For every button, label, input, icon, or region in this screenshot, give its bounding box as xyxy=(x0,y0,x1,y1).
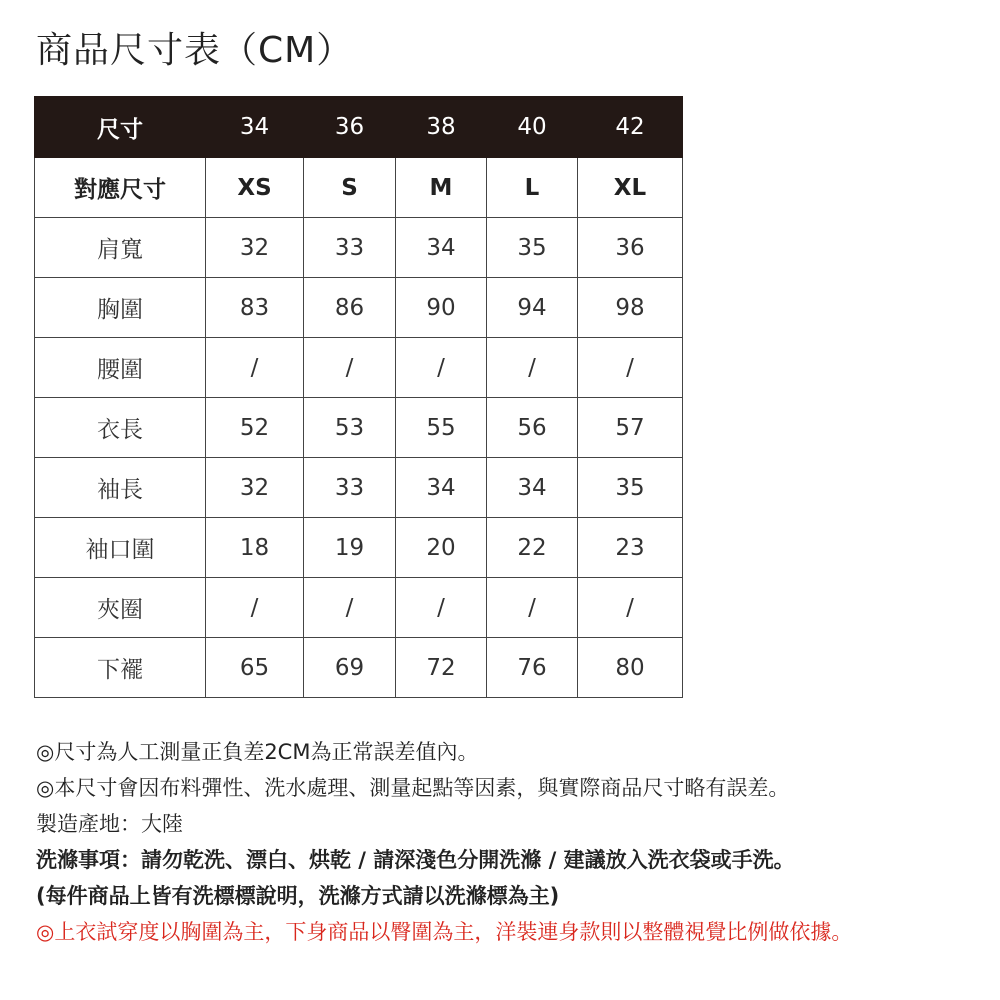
table-row xyxy=(35,338,683,398)
table-cell: 69 xyxy=(304,638,396,698)
row-label: 袖口圍 xyxy=(35,518,206,578)
table-cell: 57 xyxy=(578,398,683,458)
table-cell: 34 xyxy=(396,458,487,518)
fabric-note: ◎本尺寸會因布料彈性、洗水處理、測量起點等因素，與實際商品尺寸略有誤差。 xyxy=(36,776,790,800)
table-cell: / xyxy=(304,578,396,638)
notes-section xyxy=(36,734,996,950)
fit-note: ◎上衣試穿度以胸圍為主，下身商品以臀圍為主，洋裝連身款則以整體視覺比例做依據。 xyxy=(36,920,853,944)
table-cell: 19 xyxy=(304,518,396,578)
origin-note: 製造產地：大陸 xyxy=(36,812,183,836)
row-label: 肩寬 xyxy=(35,218,206,278)
table-cell: XS xyxy=(206,158,304,218)
table-cell: / xyxy=(396,578,487,638)
row-label: 胸圍 xyxy=(35,278,206,338)
table-cell: / xyxy=(578,578,683,638)
header-label: 尺寸 xyxy=(35,97,206,158)
table-cell: 56 xyxy=(487,398,578,458)
table-cell: 34 xyxy=(396,218,487,278)
table-cell: 20 xyxy=(396,518,487,578)
washing-instructions: 洗滌事項：請勿乾洗、漂白、烘乾 / 請深淺色分開洗滌 / 建議放入洗衣袋或手洗。 xyxy=(36,848,795,872)
table-cell: 65 xyxy=(206,638,304,698)
table-cell: M xyxy=(396,158,487,218)
table-row xyxy=(35,458,683,518)
table-cell: 90 xyxy=(396,278,487,338)
size-header-cell: 34 xyxy=(206,97,304,158)
measurement-note: ◎尺寸為人工測量正負差2CM為正常誤差值內。 xyxy=(36,740,479,764)
table-cell: 80 xyxy=(578,638,683,698)
table-cell: / xyxy=(487,338,578,398)
size-header-row xyxy=(35,97,683,158)
table-cell: 22 xyxy=(487,518,578,578)
table-row xyxy=(35,158,683,218)
row-label: 夾圈 xyxy=(35,578,206,638)
table-cell: 94 xyxy=(487,278,578,338)
size-header-cell: 40 xyxy=(487,97,578,158)
table-cell: XL xyxy=(578,158,683,218)
washing-label-note: (每件商品上皆有洗標標說明，洗滌方式請以洗滌標為主) xyxy=(36,884,560,908)
table-row xyxy=(35,638,683,698)
table-cell: / xyxy=(396,338,487,398)
size-header-cell: 38 xyxy=(396,97,487,158)
table-cell: / xyxy=(206,338,304,398)
table-row xyxy=(35,218,683,278)
table-cell: / xyxy=(487,578,578,638)
size-table xyxy=(34,96,683,698)
page-title: 商品尺寸表（CM） xyxy=(36,30,354,71)
table-cell: 83 xyxy=(206,278,304,338)
table-cell: 76 xyxy=(487,638,578,698)
table-cell: 86 xyxy=(304,278,396,338)
table-cell: 32 xyxy=(206,458,304,518)
row-label: 下襬 xyxy=(35,638,206,698)
table-cell: 32 xyxy=(206,218,304,278)
table-cell: 52 xyxy=(206,398,304,458)
table-cell: 23 xyxy=(578,518,683,578)
table-cell: 98 xyxy=(578,278,683,338)
row-label: 腰圍 xyxy=(35,338,206,398)
table-row xyxy=(35,578,683,638)
table-cell: 55 xyxy=(396,398,487,458)
table-cell: / xyxy=(304,338,396,398)
table-cell: 34 xyxy=(487,458,578,518)
table-cell: 35 xyxy=(487,218,578,278)
table-row xyxy=(35,278,683,338)
table-cell: 35 xyxy=(578,458,683,518)
table-cell: 72 xyxy=(396,638,487,698)
row-label: 衣長 xyxy=(35,398,206,458)
size-header-cell: 42 xyxy=(578,97,683,158)
table-cell: L xyxy=(487,158,578,218)
table-cell: 18 xyxy=(206,518,304,578)
table-cell: 36 xyxy=(578,218,683,278)
row-label: 袖長 xyxy=(35,458,206,518)
table-cell: S xyxy=(304,158,396,218)
table-row xyxy=(35,518,683,578)
row-label: 對應尺寸 xyxy=(35,158,206,218)
table-cell: 53 xyxy=(304,398,396,458)
table-row xyxy=(35,398,683,458)
table-cell: / xyxy=(206,578,304,638)
table-cell: / xyxy=(578,338,683,398)
size-header-cell: 36 xyxy=(304,97,396,158)
table-cell: 33 xyxy=(304,458,396,518)
table-cell: 33 xyxy=(304,218,396,278)
